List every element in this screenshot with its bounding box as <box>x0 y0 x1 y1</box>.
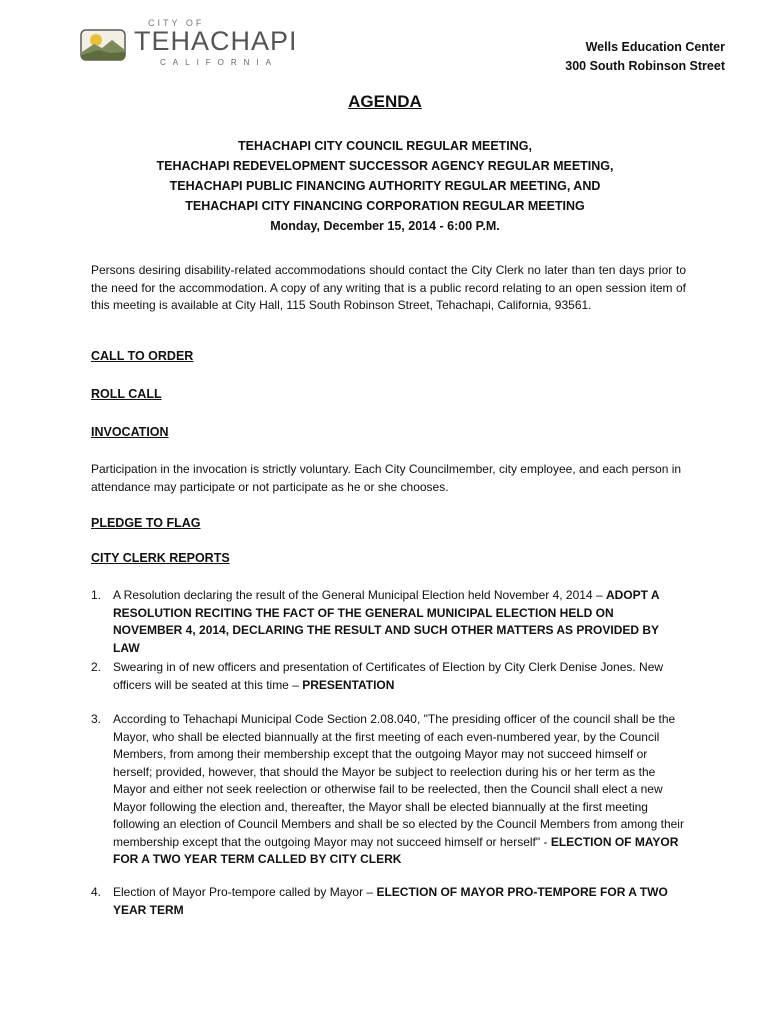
accommodation-notice: Persons desiring disability-related accommodations should contact the City Clerk no later than ten days prior to the need for the accommodation. A copy of any writing that is a public record relating to an open session item of this meeting is available at City Hall, 115 South Robinson Street, Tehachapi, California, 93561. <box>91 263 686 312</box>
item-description: According to Tehachapi Municipal Code Section 2.08.040, "The presiding officer of the council shall be the Mayor, who shall be elected biannually at the first meeting of each even-numbered year, by the Council Members, from among their membership except that the outgoing Mayor may not succeed himself or herself; provided, however, that should the Mayor be subject to reelection during his or her term as the Mayor and either not seek reelection or otherwise fail to be reelected, then the Council shall elect a new Mayor following the election and, thereafter, the Mayor shall be elected biannually at the first meeting following an election of Council Members and shall be so elected by the Council Members from among their membership except that the outgoing Mayor may not succeed himself or herself" - <box>113 712 684 849</box>
item-action: ELECTION OF MAYOR PRO-TEMPORE FOR A TWO YEAR TERM <box>113 885 668 917</box>
item-text <box>113 884 686 919</box>
agenda-item <box>91 659 686 694</box>
meeting-date-time: Monday, December 15, 2014 - 6:00 P.M. <box>270 219 500 233</box>
heading-pledge-to-flag: PLEDGE TO FLAG <box>91 516 201 530</box>
logo-city-name: TEHACHAPI <box>134 26 298 56</box>
heading-roll-call: ROLL CALL <box>91 387 162 401</box>
heading-call-to-order: CALL TO ORDER <box>91 349 194 363</box>
agenda-item <box>91 884 686 919</box>
item-text <box>113 659 686 694</box>
meeting-location <box>565 38 725 76</box>
meeting-title-line: TEHACHAPI REDEVELOPMENT SUCCESSOR AGENCY REGULAR MEETING, <box>156 159 614 173</box>
agenda-title: AGENDA <box>348 92 422 111</box>
item-number: 2. <box>91 660 102 674</box>
location-line-2: 300 South Robinson Street <box>565 59 725 73</box>
meeting-title-line: TEHACHAPI PUBLIC FINANCING AUTHORITY REGULAR MEETING, AND <box>169 179 601 193</box>
meeting-title-line: TEHACHAPI CITY COUNCIL REGULAR MEETING, <box>238 139 532 153</box>
item-action: ADOPT A RESOLUTION RECITING THE FACT OF THE GENERAL MUNICIPAL ELECTION HELD ON NOVEMBER 4, 2014, DECLARING THE RESULT AND SUCH OTHER MATTERS AS PROVIDED BY LAW <box>113 588 660 655</box>
item-number: 3. <box>91 712 102 726</box>
meeting-title-line: TEHACHAPI CITY FINANCING CORPORATION REGULAR MEETING <box>185 199 585 213</box>
item-description: A Resolution declaring the result of the General Municipal Election held November 4, 2014 – <box>113 588 606 602</box>
item-description: Election of Mayor Pro-tempore called by Mayor – <box>113 885 377 899</box>
item-text <box>113 587 686 657</box>
item-description: Swearing in of new officers and presentation of Certificates of Election by City Clerk Denise Jones. New officers will be seated at this time – <box>113 660 664 692</box>
item-action: ELECTION OF MAYOR FOR A TWO YEAR TERM CALLED BY CITY CLERK <box>113 834 679 866</box>
logo-state: CALIFORNIA <box>160 58 279 67</box>
item-action: PRESENTATION <box>302 677 395 692</box>
item-number: 4. <box>91 885 102 899</box>
heading-city-clerk-reports: CITY CLERK REPORTS <box>91 551 230 565</box>
meeting-titles <box>0 136 770 236</box>
city-logo <box>80 18 298 70</box>
location-line-1: Wells Education Center <box>585 40 725 54</box>
agenda-item <box>91 587 686 657</box>
logo-city-of: CITY OF <box>148 18 205 28</box>
agenda-item <box>91 711 686 869</box>
item-text <box>113 711 686 869</box>
heading-invocation: INVOCATION <box>91 425 169 439</box>
item-number: 1. <box>91 588 102 602</box>
mountain-logo-icon <box>80 26 128 62</box>
invocation-text: Participation in the invocation is strictly voluntary. Each City Councilmember, city employee, and each person in attendance may participate or not participate as he or she chooses. <box>91 462 682 494</box>
